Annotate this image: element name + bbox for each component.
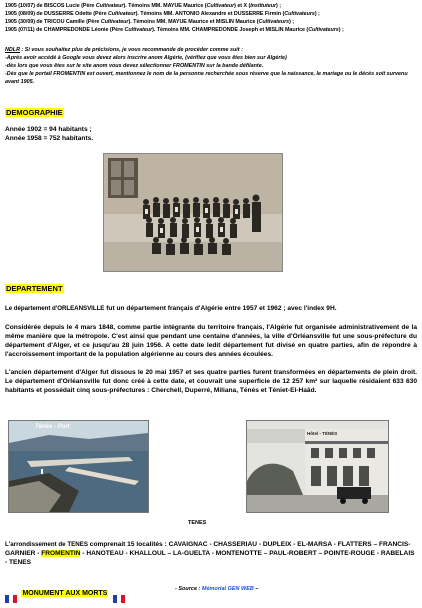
tenes-hotel-photo — [246, 420, 389, 513]
ndlr-step-1: -Après avoir accédé à Google vous devez alors inscrire anom Algérie, (vérifiez que vous êtes bien sur Algérie) — [5, 55, 287, 61]
ndlr-step-3: -Dès que le portail FROMENTIN est ouvert, mentionnez le nom de la personne recherchée sous réserve que la naissance, le mariage ou le décès soit survenu avant 1905. — [5, 71, 408, 85]
french-flag-icon — [113, 590, 125, 598]
harbour-photo-caption: Ténès - Port — [35, 424, 70, 430]
record-line-4: 1905 (07/11) de CHAMPREDONDE Léonie (Père Cultivateur). Témoins MM. CHAMPREDONDE Joseph et MISLIN Maurice (Cultivateurs) ; — [5, 27, 344, 33]
school-class-photo — [103, 153, 283, 272]
photos-caption: TENES — [188, 520, 207, 526]
tenes-harbour-photo — [8, 420, 149, 513]
arrondissement-paragraph: L'arrondissement de TENES comprenait 15 localités : CAVAIGNAC - CHASSERIAU - DUPLEIX - EL-MARSA - FLATTERS – FRANCIS-GARNIER - FROMENTIN - HANOTEAU - KHALLOUL – LA-GUELTA - MONTENOTTE – PAUL-ROBERT – POINTE-ROUGE - RABELAIS - TENES — [5, 541, 415, 566]
departement-intro: Le département d'ORLEANSVILLE fut un département français d'Algérie entre 1957 et 1962 ; avec l'index 9H. — [5, 305, 337, 312]
departement-paragraph-1: Considérée depuis le 4 mars 1848, comme partie intégrante du territoire français, l'Algérie fut organisée administrativement de la même manière que la métropole. C'est ainsi que pendant une centaine d'années, la ville d'Orléansville fut une sous-préfecture du département d'Alger, et ce jusqu'au 28 juin 1956. A cette date ledit département fut divisé en quatre parties, afin de répondre à l'accroissement important de la population algérienne au cours des années écoulées. — [5, 324, 417, 358]
ndlr-step-2: -dès lors que vous êtes sur le site anom vous devez sélectionner FROMENTIN sur la bande défilante. — [5, 63, 264, 69]
hotel-photo-caption: Hôtel - TÉNÈS — [307, 431, 338, 436]
departement-paragraph-2: L'ancien département d'Alger fut dissous le 20 mai 1957 et ses quatre parties furent transformées en départements de plein droit. Le département d'Orléansville fut donc créé à cette date, et couvrait une superficie de 12 257 km² sur laquelle résidaient 633 630 habitants et possédait cinq sous-préfectures : Cherchell, Duperré, Miliana, Ténès et Téniet-El-Haâd. — [5, 369, 417, 394]
source-credit: - Source : Mémorial GEN WEB – — [175, 586, 259, 592]
fromentin-highlight: FROMENTIN — [41, 550, 81, 557]
source-link[interactable]: Mémorial GEN WEB — [201, 586, 254, 592]
french-flag-icon — [5, 590, 17, 598]
demographie-1958: Année 1958 = 752 habitants. — [5, 135, 94, 142]
record-list — [5, 2, 420, 34]
ndlr-label: NDLR — [5, 47, 20, 53]
departement-heading: DEPARTEMENT — [6, 284, 63, 293]
record-line-2: 1905 (08/09) de DUSSERRE Odette (Père Cultivateur). Témoins MM. ANTONIO Alexandre et DUSSERRE Firmin (Cultivateurs) ; — [5, 11, 320, 17]
record-line-3: 1905 (30/09) de TRICOU Camille (Père Cultivateur). Témoins MM. MAYUE Maurice et MISLIN Maurice (Cultivateurs) ; — [5, 19, 295, 25]
footer — [5, 585, 417, 597]
demographie-heading: DEMOGRAPHIE — [6, 108, 63, 117]
demographie-1902: Année 1902 = 94 habitants ; — [5, 126, 92, 133]
ndlr-note: NDLR : Si vous souhaitez plus de précisions, je vous recommande de procéder comme suit : -Après avoir accédé à Google vous devez alors inscrire anom Algérie, (vérifiez que vous êtes bien sur Algérie) -dès lors que vous êtes sur le site anom vous devez sélectionner FROMENTIN sur la bande défilante. -Dès que le portail FROMENTIN est ouvert, mentionnez le nom de la personne recherchée sous réserve que la naissance, le mariage ou le décès soit survenu avant 1905. — [5, 46, 417, 86]
monument-heading: MONUMENT AUX MORTS — [22, 590, 108, 598]
record-line-1: 1905 (10/07) de BISCOS Lucie (Père Cultivateur). Témoins MM. MAYUE Maurice (Cultivateur) et X (Instituteur) ; — [5, 3, 281, 9]
